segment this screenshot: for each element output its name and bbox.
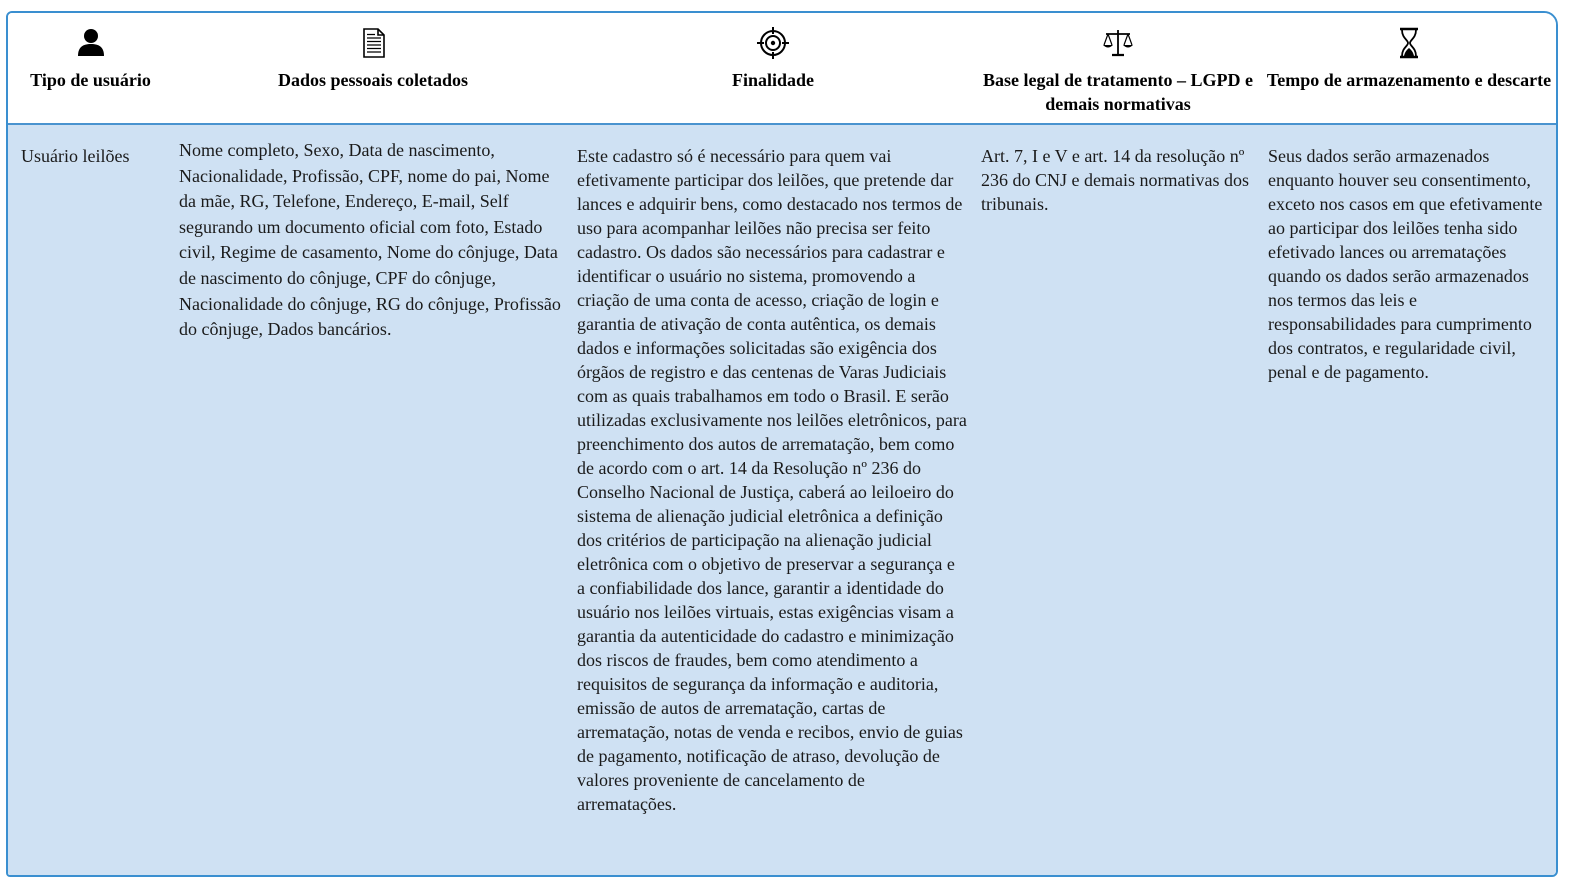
table-row: [8, 125, 1556, 877]
header-cell-dados: [173, 13, 573, 123]
table-header: [8, 13, 1556, 125]
cell-tempo-armazenamento: Seus dados serão armazenados enquanto houver seu consentimento, exceto nos casos em que efetivamente ao participar dos leilões tenha sido efetivado lances ou arrematações quando os dados serão armazenados nos termos das leis e responsabilidades para cumprimento dos contratos, e regularidade civil, penal e de pagamento.: [1268, 146, 1543, 382]
data-table: [6, 11, 1558, 877]
header-label-tempo: Tempo de armazenamento e descarte: [1266, 70, 1552, 90]
target-icon: [756, 26, 790, 60]
header-cell-tempo: [1263, 13, 1555, 123]
header-label-base-legal: Base legal de tratamento – LGPD e demais normativas: [983, 70, 1253, 114]
cell-base-legal: Art. 7, I e V e art. 14 da resolução nº 236 do CNJ e demais normativas dos tribunais.: [981, 146, 1249, 214]
document-icon: [356, 26, 390, 60]
cell-tipo-usuario: Usuário leilões: [21, 146, 130, 166]
user-icon: [74, 26, 108, 60]
header-label-tipo: Tipo de usuário: [30, 70, 151, 90]
header-label-finalidade: Finalidade: [731, 70, 815, 90]
header-cell-tipo: [8, 13, 173, 123]
header-cell-finalidade: [573, 13, 973, 123]
scales-icon: [1101, 26, 1135, 60]
cell-dados-pessoais: Nome completo, Sexo, Data de nascimento, Nacionalidade, Profissão, CPF, nome do pai, Nome da mãe, RG, Telefone, Endereço, E-mail, Self segurando um documento oficial com foto, Estado civil, Regime de casamento, Nome do cônjuge, Data de nascimento do cônjuge, CPF do cônjuge, Nacionalidade do cônjuge, RG do cônjuge, Profissão do cônjuge, Dados bancários.: [179, 140, 561, 340]
header-label-dados: Dados pessoais coletados: [277, 70, 469, 90]
hourglass-icon: [1392, 26, 1426, 60]
cell-finalidade: Este cadastro só é necessário para quem vai efetivamente participar dos leilões, que pretende dar lances e adquirir bens, como destacado nos termos de uso para acompanhar leilões não precisa ser feito cadastro. Os dados são necessários para cadastrar e identificar o usuário no sistema, promovendo a criação de uma conta de acesso, criação de login e garantia de ativação de conta autêntica, os demais dados e informações solicitadas são exigência dos órgãos de registro e das centenas de Varas Judiciais com as quais trabalhamos em todo o Brasil. E serão utilizadas exclusivamente nos leilões eletrônicos, para preenchimento dos autos de arrematação, bem como de acordo com o art. 14 da Resolução nº 236 do Conselho Nacional de Justiça, caberá ao leiloeiro do sistema de alienação judicial eletrônica a definição dos critérios de participação na alienação judicial eletrônica com o objetivo de preservar a segurança e a confiabilidade dos lance, garantir a identidade do usuário nos leilões virtuais, estas exigências visam a garantia da autenticidade do cadastro e minimização dos riscos de fraudes, bem como atendimento a requisitos de segurança da informação e auditoria, emissão de autos de arrematação, cartas de arrematação, notas de venda e recibos, envio de guias de pagamento, notificação de atraso, devolução de valores proveniente de cancelamento de arrematações.: [577, 146, 967, 814]
header-cell-base-legal: [973, 13, 1263, 123]
